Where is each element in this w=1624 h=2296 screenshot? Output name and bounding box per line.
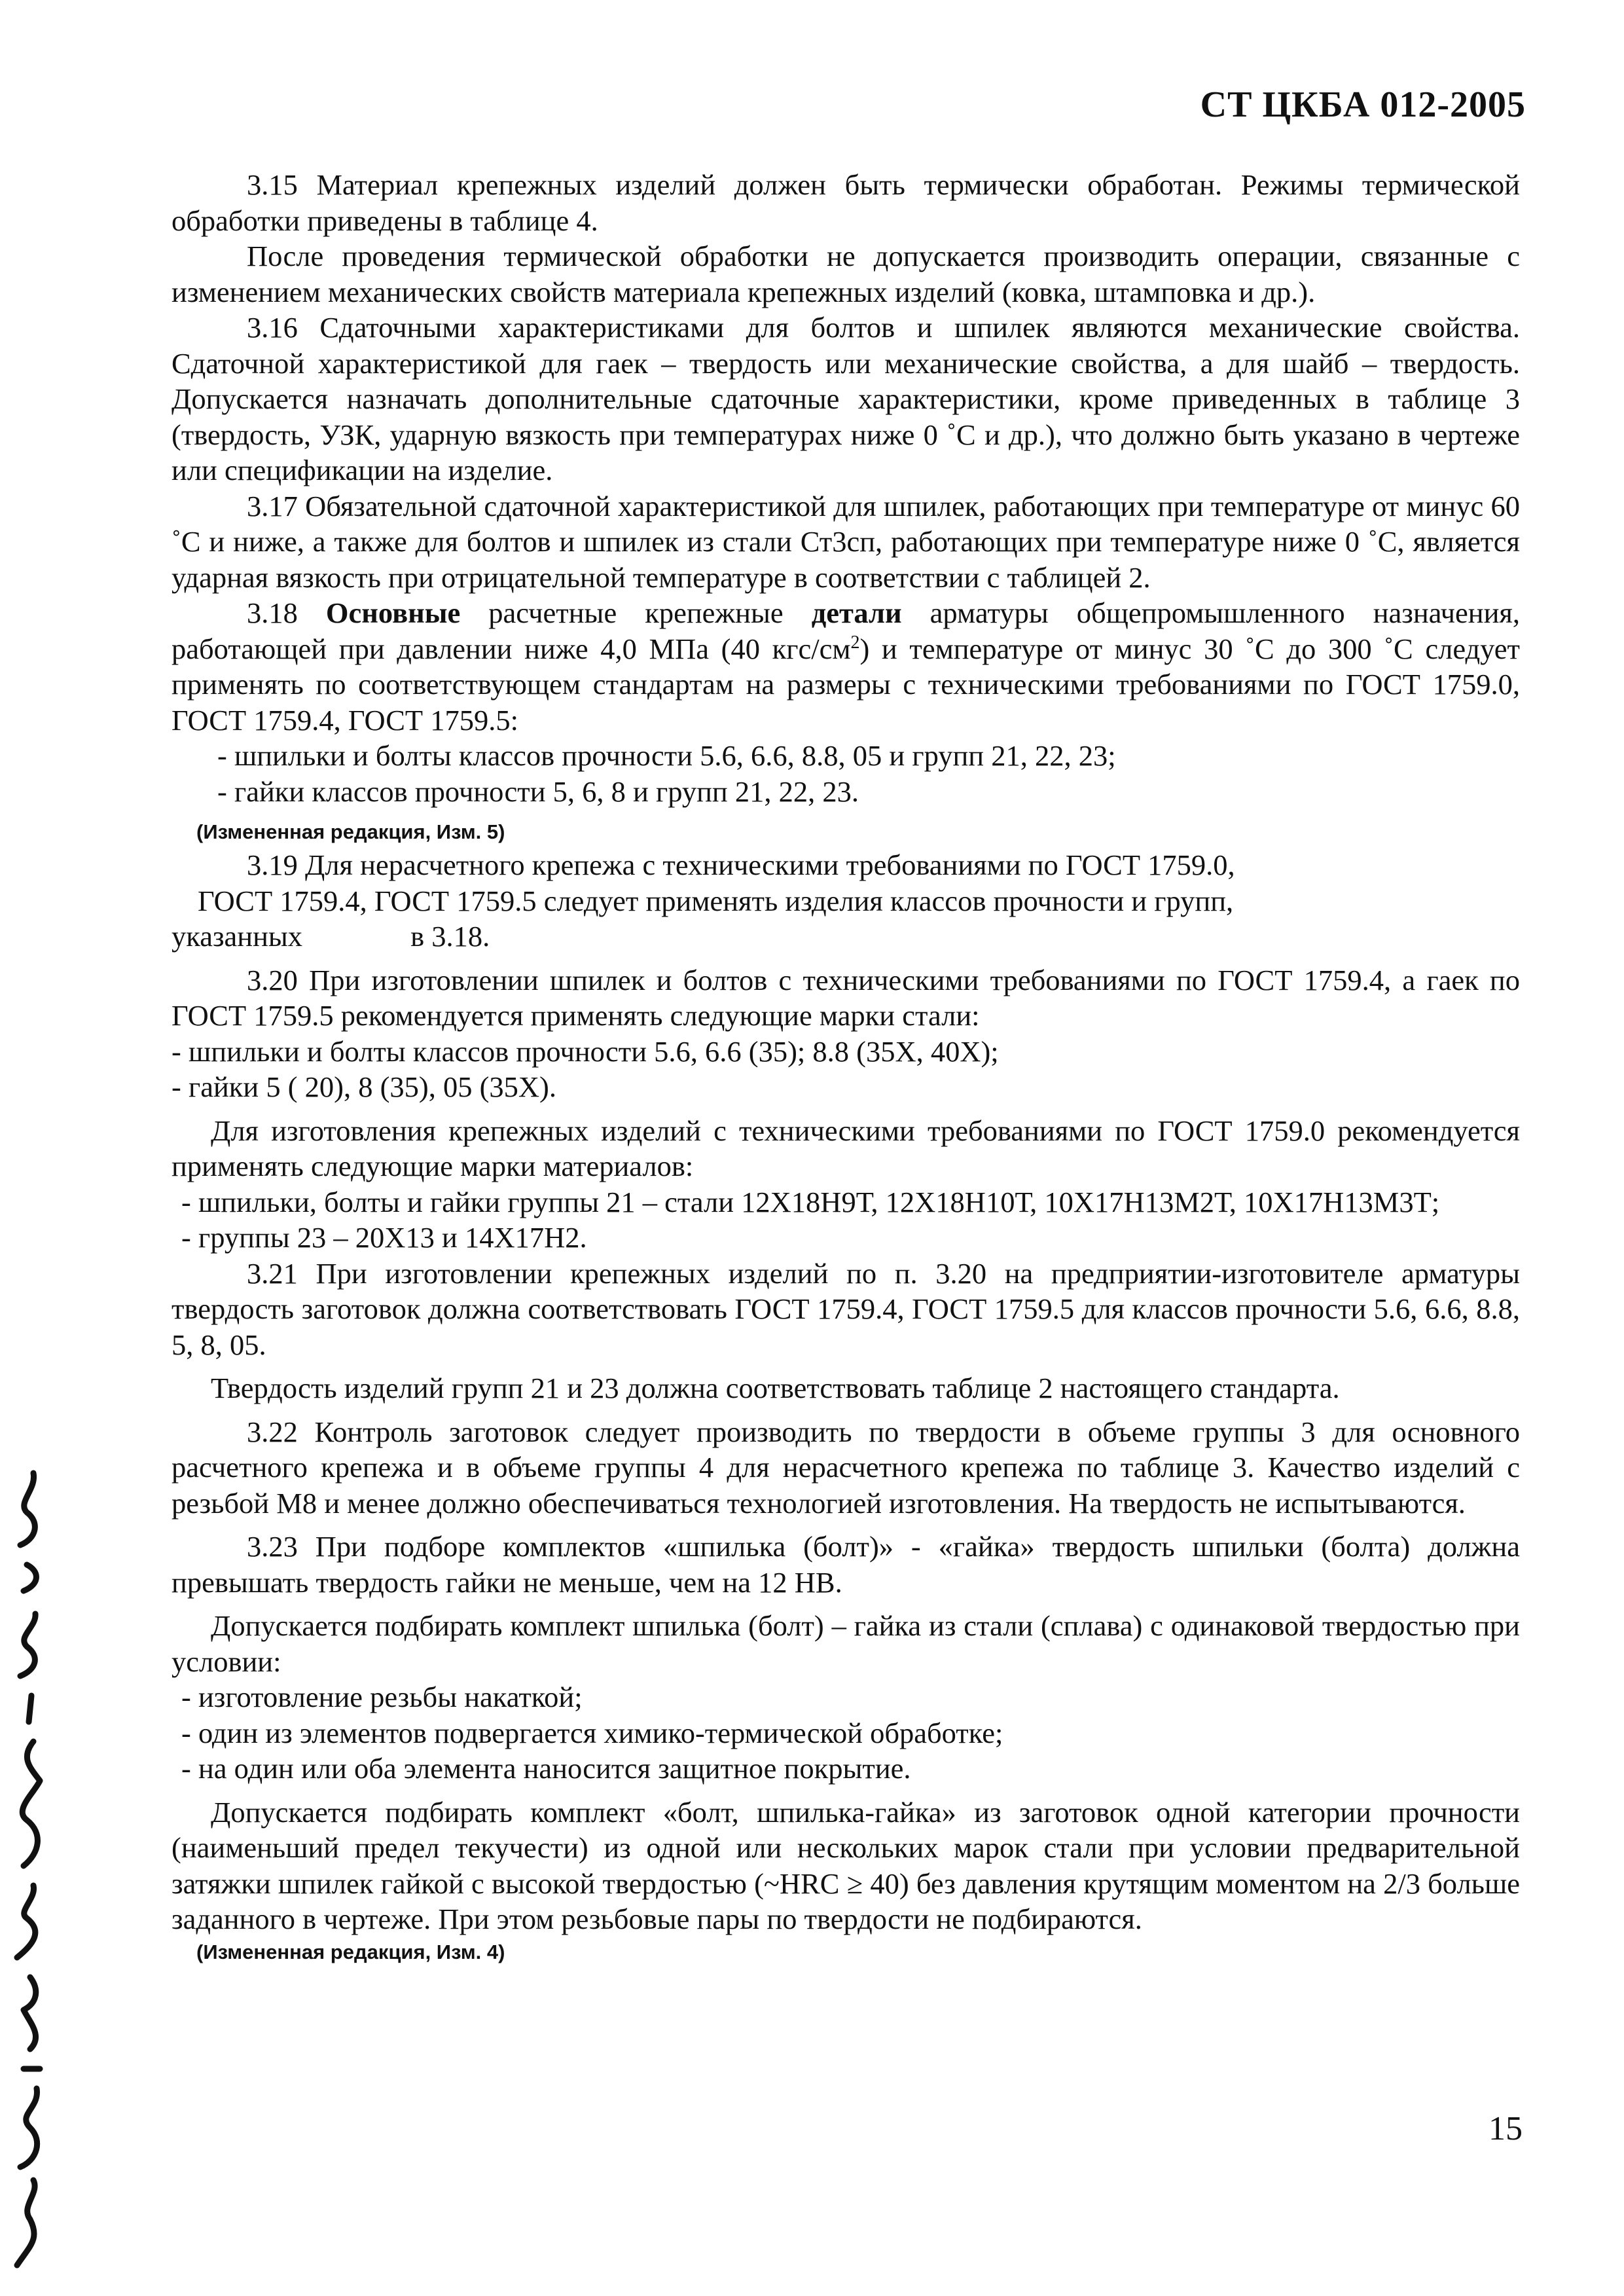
clause-3-23-sets: Допускается подбирать комплект «болт, шпилька-гайка» из заготовок одной категории прочности (наименьший предел текучести) из одной или нескольких марок стали при условии предварительной затяжки шпилек гайкой с высокой твердостью (~HRC ≥ 40) без давления крутящим моментом на 2/3 больше заданного в чертеже. При этом резьбовые пары по твердости не подбираются.	[171, 1795, 1520, 1935]
clause-3-21-hardness: Твердость изделий групп 21 и 23 должна соответствовать таблице 2 настоящего стандарта.	[211, 1372, 1340, 1404]
clause-3-20-materials-item-2: - группы 23 – 20Х13 и 14Х17Н2.	[181, 1221, 587, 1254]
clause-3-20: 3.20 При изготовлении шпилек и болтов с техническими требованиями по ГОСТ 1759.4, а гаек по ГОСТ 1759.5 рекомендуется применять следующие марки стали:	[171, 963, 1520, 1032]
amendment-note-5: (Измененная редакция, Изм. 5)	[196, 820, 505, 843]
clause-3-15-continuation: После проведения термической обработки не допускается производить операции, связанные с изменением механических свойств материала крепежных изделий (ковка, штамповка и др.).	[171, 240, 1520, 308]
clause-3-18-bold-parts: детали	[811, 596, 902, 629]
clause-3-18-text-a: арматуры общепромышленного назначения, работающей при давлении ниже 4,0 МПа (40 кгс/см	[171, 596, 1520, 665]
amendment-note-4: (Измененная редакция, Изм. 4)	[196, 1940, 505, 1963]
clause-3-16: 3.16 Сдаточными характеристиками для болтов и шпилек являются механические свойства. Сдаточной характеристикой для гаек – твердость или механические свойства, а для шайб – твердость. Допускается назначать дополнительные сдаточные характеристики, кроме приведенных в таблице 3 (твердость, УЗК, ударную вязкость при температурах ниже 0 ˚С и др.), что должно быть указано в чертеже или спецификации на изделие.	[171, 311, 1520, 486]
clause-3-18	[171, 595, 1520, 738]
clause-3-18-list-item-1: - шпильки и болты классов прочности 5.6, 6.6, 8.8, 05 и групп 21, 22, 23;	[217, 739, 1116, 772]
clause-3-23-condition-3: - на один или оба элемента наносится защитное покрытие.	[181, 1752, 911, 1785]
clause-3-19-line-1: 3.19 Для нерасчетного крепежа с техническими требованиями по ГОСТ 1759.0,	[247, 848, 1235, 881]
clause-3-19-line-3b: в 3.18.	[410, 920, 490, 953]
clause-3-20-materials: Для изготовления крепежных изделий с техническими требованиями по ГОСТ 1759.0 рекомендуется применять следующие марки материалов:	[171, 1114, 1520, 1182]
clause-3-15: 3.15 Материал крепежных изделий должен быть термически обработан. Режимы термической обработки приведены в таблице 4.	[171, 168, 1520, 237]
page-number: 15	[1489, 2110, 1523, 2147]
clause-3-17: 3.17 Обязательной сдаточной характеристикой для шпилек, работающих при температуре от минус 60 ˚С и ниже, а также для болтов и шпилек из стали Ст3сп, работающих при температуре ниже 0 ˚С, является ударная вязкость при отрицательной температуре в соответствии с таблицей 2.	[171, 489, 1520, 594]
clause-3-23-condition-2: - один из элементов подвергается химико-термической обработке;	[181, 1716, 1003, 1749]
clause-3-19-line-3a: указанных	[171, 920, 303, 953]
handwritten-margin-note	[4, 1460, 56, 2272]
clause-3-18-bold-main: Основные	[325, 596, 461, 629]
clause-3-21: 3.21 При изготовлении крепежных изделий по п. 3.20 на предприятии-изготовителе арматуры твердость заготовок должна соответствовать ГОСТ 1759.4, ГОСТ 1759.5 для классов прочности 5.6, 6.6, 8.8, 5, 8, 05.	[171, 1256, 1520, 1361]
clause-3-18-superscript: 2	[850, 632, 860, 653]
document-body	[171, 167, 1520, 1967]
clause-3-23-allowance: Допускается подбирать комплект шпилька (болт) – гайка из стали (сплава) с одинаковой твердостью при условии:	[171, 1609, 1520, 1678]
handwritten-signature-icon	[4, 1460, 56, 2272]
clause-3-20-list-item-2: - гайки 5 ( 20), 8 (35), 05 (35Х).	[171, 1070, 556, 1103]
clause-3-19-line-2: ГОСТ 1759.4, ГОСТ 1759.5 следует применять изделия классов прочности и групп,	[198, 884, 1234, 917]
clause-3-18-number: 3.18	[247, 596, 298, 629]
clause-3-20-materials-item-1: - шпильки, болты и гайки группы 21 – стали 12Х18Н9Т, 12Х18Н10Т, 10Х17Н13М2Т, 10Х17Н13М3Т;	[181, 1185, 1440, 1218]
clause-3-18-list-item-2: - гайки классов прочности 5, 6, 8 и групп 21, 22, 23.	[217, 774, 859, 808]
clause-3-23: 3.23 При подборе комплектов «шпилька (болт)» - «гайка» твердость шпильки (болта) должна превышать твердость гайки не меньше, чем на 12 НВ.	[171, 1530, 1520, 1599]
clause-3-18-text-b: ) и температуре от минус 30 ˚С до 300 ˚С следует применять по соответствующем стандартам на размеры с техническими требованиями по ГОСТ 1759.0, ГОСТ 1759.4, ГОСТ 1759.5:	[171, 632, 1520, 737]
clause-3-22: 3.22 Контроль заготовок следует производить по твердости в объеме группы 3 для основного расчетного крепежа и в объеме группы 4 для нерасчетного крепежа по таблице 3. Качество изделий с резьбой М8 и менее должно обеспечиваться технологией изготовления. На твердость не испытываются.	[171, 1415, 1520, 1520]
document-code-header: СТ ЦКБА 012-2005	[1200, 84, 1526, 125]
clause-3-19-line-3	[171, 919, 1520, 955]
clause-3-20-list-item-1: - шпильки и болты классов прочности 5.6, 6.6 (35); 8.8 (35Х, 40Х);	[171, 1034, 999, 1068]
clause-3-18-mid: расчетные крепежные	[488, 596, 784, 629]
clause-3-23-condition-1: - изготовление резьбы накаткой;	[181, 1681, 583, 1713]
